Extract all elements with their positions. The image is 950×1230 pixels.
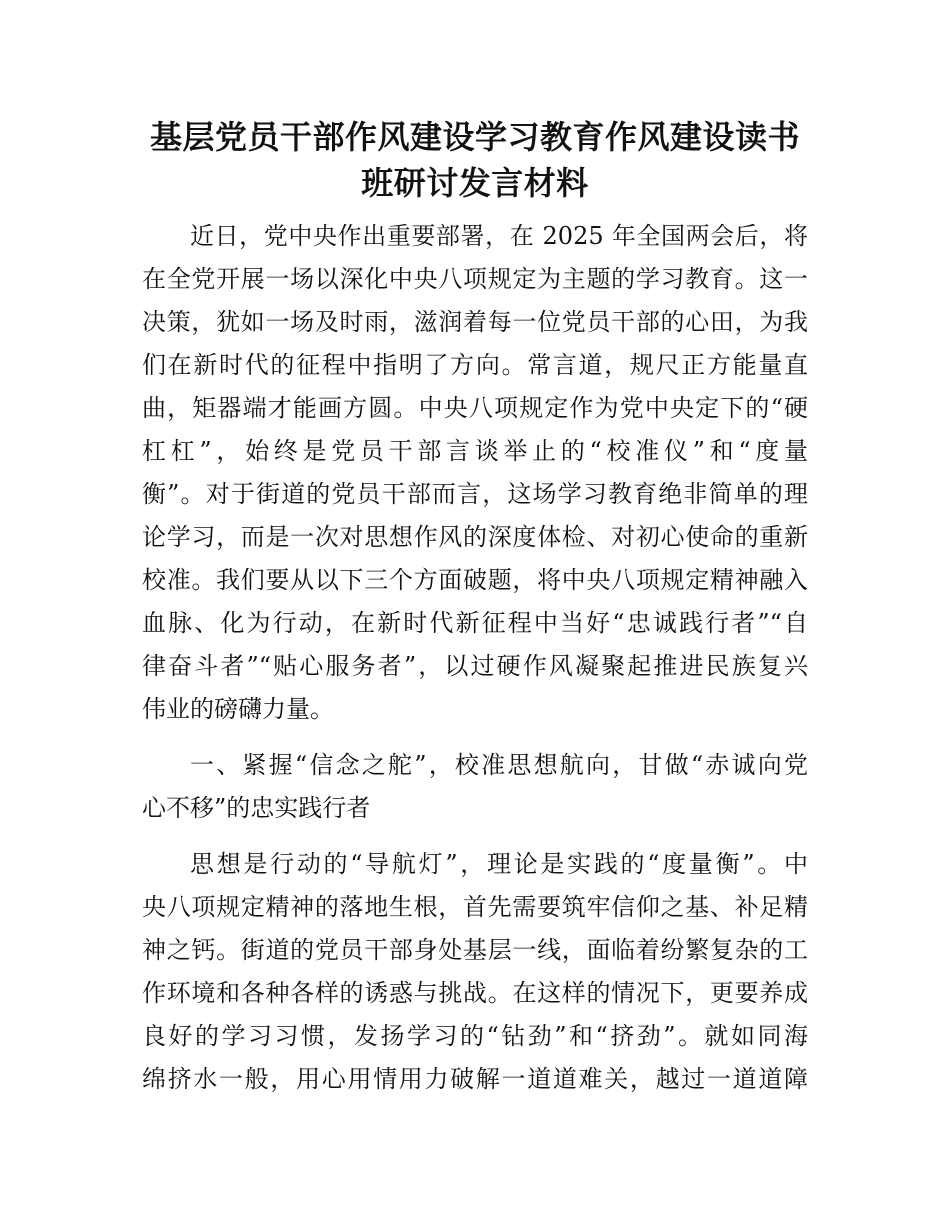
paragraph-line: 曲，矩器端才能画方圆。中央八项规定作为党中央定下的“硬 <box>142 394 808 422</box>
document-title-line-2: 班研讨发言材料 <box>361 164 589 202</box>
paragraph-line: 论学习，而是一次对思想作风的深度体检、对初心使命的重新 <box>142 523 808 551</box>
document-title-line-1: 基层党员干部作风建设学习教育作风建设读书 <box>149 118 800 156</box>
paragraph-line: 央八项规定精神的落地生根，首先需要筑牢信仰之基、补足精 <box>142 893 808 921</box>
paragraph-line: 们在新时代的征程中指明了方向。常言道，规尺正方能量直 <box>142 351 808 379</box>
paragraph-line: 血脉、化为行动，在新时代新征程中当好“忠诚践行者”“自 <box>142 609 808 637</box>
paragraph-line: 杠杠”，始终是党员干部言谈举止的“校准仪”和“度量 <box>142 437 808 465</box>
paragraph-line: 作环境和各种各样的诱惑与挑战。在这样的情况下，更要养成 <box>142 979 808 1007</box>
paragraph-line: 近日，党中央作出重要部署，在 2025 年全国两会后，将 <box>190 222 808 250</box>
paragraph-line: 校准。我们要从以下三个方面破题，将中央八项规定精神融入 <box>142 566 808 594</box>
paragraph-line: 决策，犹如一场及时雨，滋润着每一位党员干部的心田，为我 <box>142 308 808 336</box>
section-heading-line: 心不移”的忠实践行者 <box>142 794 371 822</box>
paragraph-line: 衡”。对于街道的党员干部而言，这场学习教育绝非简单的理 <box>142 480 808 508</box>
paragraph-line: 伟业的磅礴力量。 <box>142 695 334 723</box>
section-heading-line: 一、紧握“信念之舵”，校准思想航向，甘做“赤诚向党 <box>190 751 808 779</box>
paragraph-line: 神之钙。街道的党员干部身处基层一线，面临着纷繁复杂的工 <box>142 936 808 964</box>
paragraph-line: 绵挤水一般，用心用情用力破解一道道难关，越过一道道障 <box>142 1065 808 1093</box>
paragraph-line: 思想是行动的“导航灯”，理论是实践的“度量衡”。中 <box>190 850 808 878</box>
paragraph-line: 在全党开展一场以深化中央八项规定为主题的学习教育。这一 <box>142 265 808 293</box>
paragraph-line: 良好的学习习惯，发扬学习的“钻劲”和“挤劲”。就如同海 <box>142 1022 808 1050</box>
paragraph-line: 律奋斗者”“贴心服务者”，以过硬作风凝聚起推进民族复兴 <box>142 652 808 680</box>
